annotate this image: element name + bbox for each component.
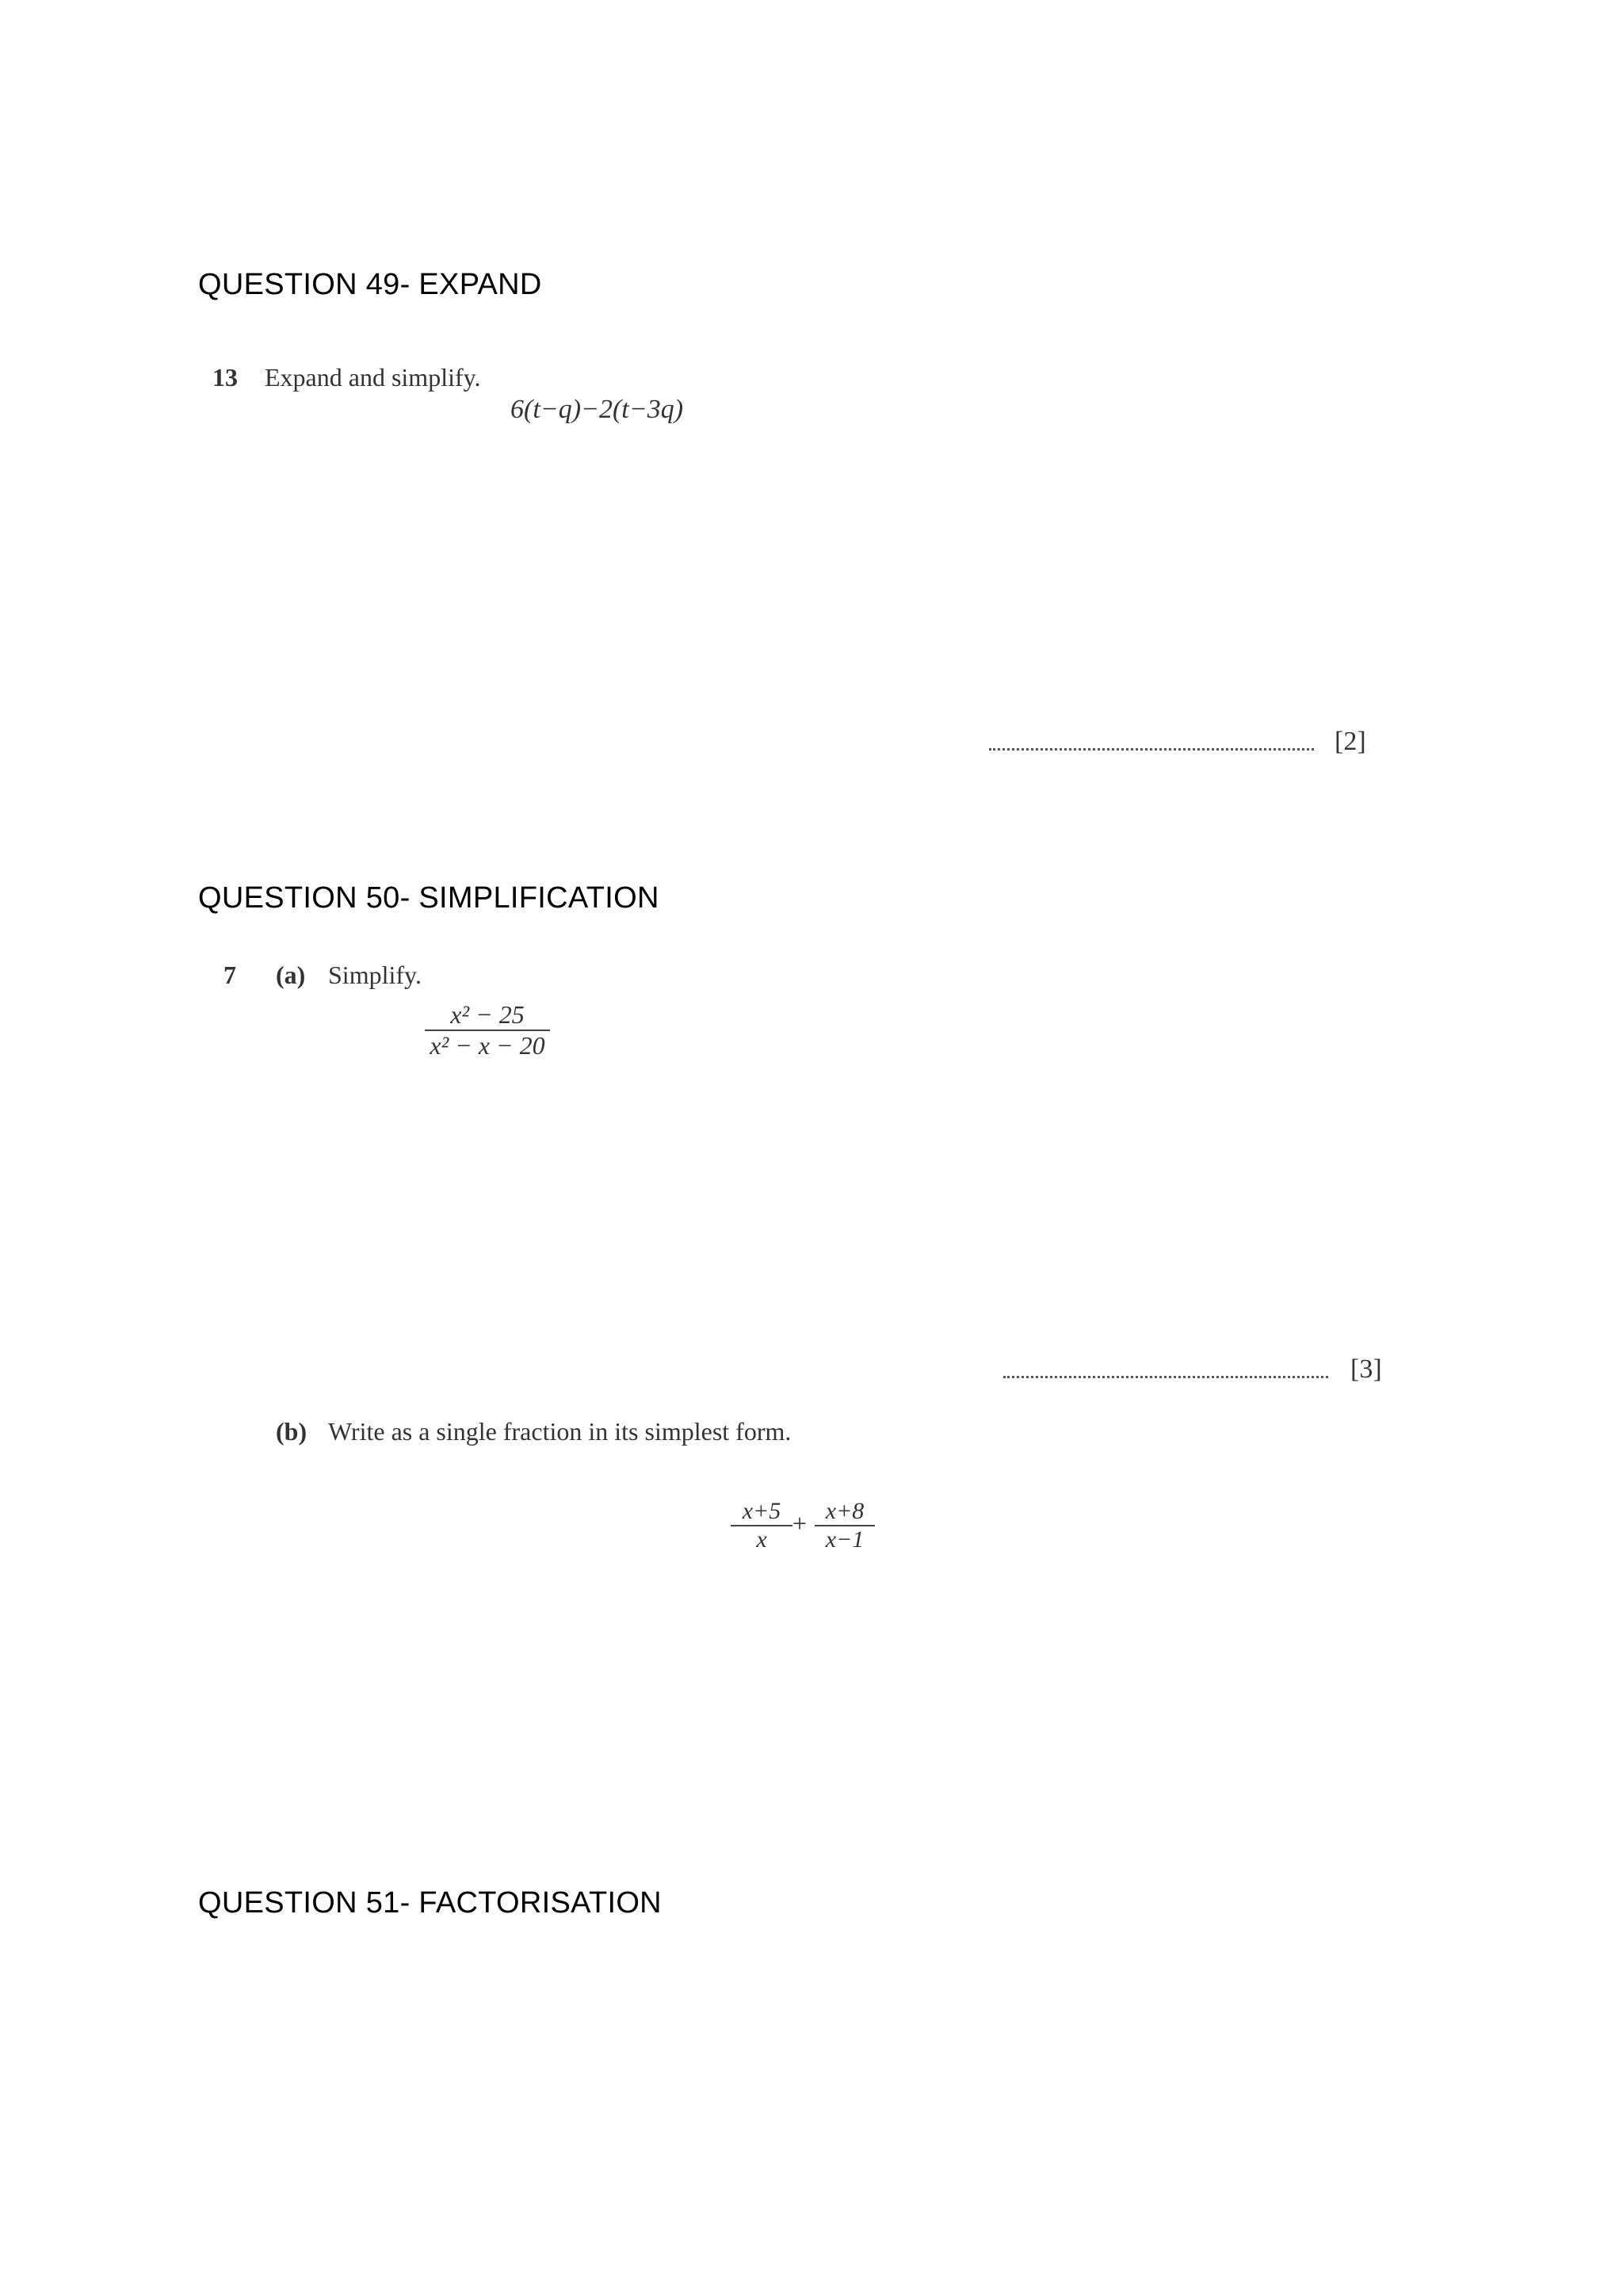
question-13-number: 13	[212, 363, 238, 392]
part-b-fraction-2-denominator: x−1	[825, 1526, 865, 1553]
part-a-denominator: x² − x − 20	[430, 1031, 545, 1060]
question-7-number: 7	[223, 961, 236, 989]
question-49-heading: QUESTION 49- EXPAND	[198, 268, 542, 301]
part-a-label: (a)	[276, 961, 306, 989]
part-b-label: (b)	[276, 1417, 307, 1446]
answer-line-q13[interactable]	[989, 748, 1314, 751]
marks-q13: [2]	[1335, 727, 1366, 756]
part-b-fraction-2	[815, 1498, 875, 1553]
answer-line-q7a[interactable]	[1003, 1376, 1328, 1378]
part-a-instruction: Simplify.	[328, 961, 422, 989]
question-13-instruction: Expand and simplify.	[265, 363, 481, 392]
part-b-fraction-1-denominator: x	[756, 1526, 767, 1553]
part-b-fraction-1-numerator: x+5	[742, 1498, 781, 1524]
question-50-heading: QUESTION 50- SIMPLIFICATION	[198, 881, 659, 915]
part-a-fraction	[425, 1000, 550, 1060]
part-b-fraction-1	[731, 1498, 792, 1553]
part-a-numerator: x² − 25	[450, 1000, 525, 1029]
part-b-plus-operator: +	[792, 1509, 808, 1538]
question-13-expression: 6(t−q)−2(t−3q)	[510, 395, 684, 424]
question-51-heading: QUESTION 51- FACTORISATION	[198, 1886, 662, 1920]
part-b-instruction: Write as a single fraction in its simplest form.	[328, 1417, 792, 1446]
marks-q7a: [3]	[1350, 1354, 1382, 1384]
part-b-fraction-2-numerator: x+8	[825, 1498, 865, 1524]
